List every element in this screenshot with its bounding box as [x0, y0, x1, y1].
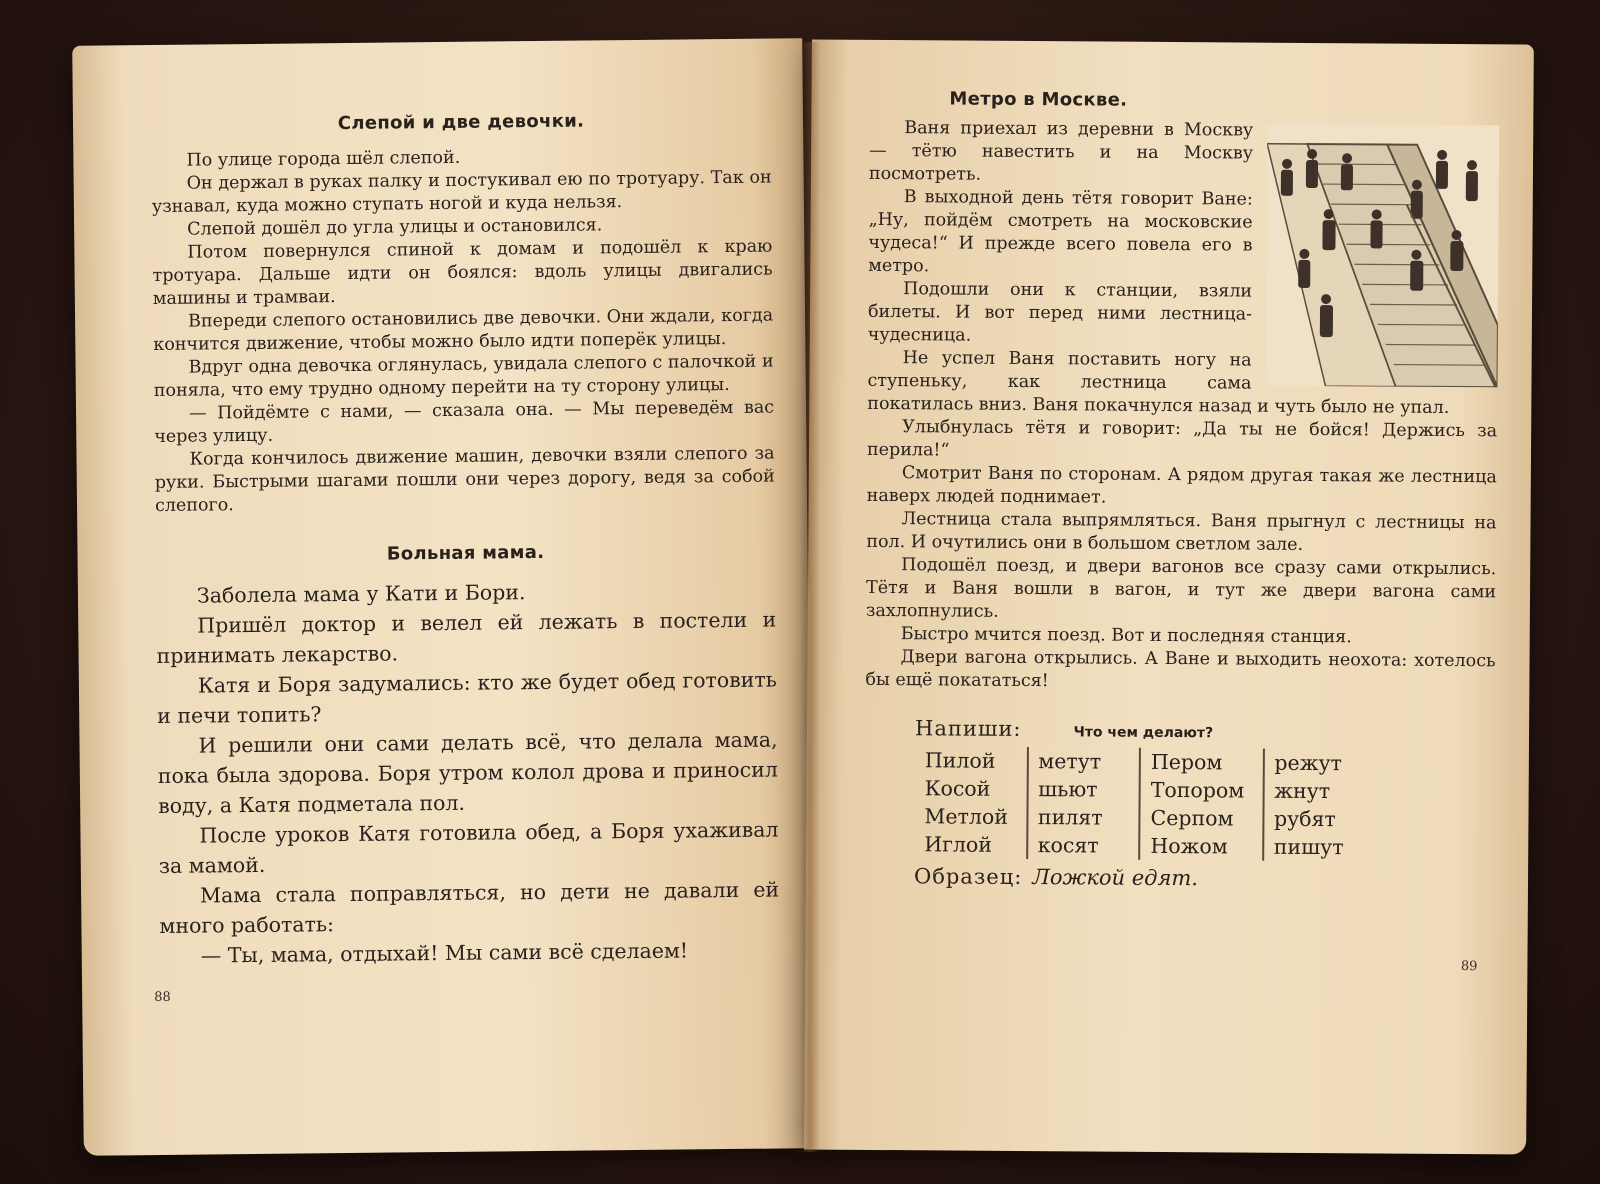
paragraph: Слепой дошёл до угла улицы и остановился.	[187, 215, 603, 240]
open-book	[78, 42, 1530, 1152]
word: Топором	[1150, 777, 1245, 803]
word: Иглой	[924, 832, 993, 857]
page-number-right: 89	[1460, 959, 1478, 975]
paragraph: И решили они сами делать всё, что делала мама, пока была здорова. Боря утром колол дрова и приносил воду, а Катя подметала пол.	[157, 727, 778, 818]
paragraph: Когда кончилось движение машин, девочки взяли слепого за руки. Быстрыми шагами пошли они через дорогу, ведя за собой слепого.	[154, 443, 775, 517]
paragraph: — Ты, мама, отдыхай! Мы сами всё сделаем!	[200, 938, 689, 968]
tools-column-2	[1138, 748, 1262, 861]
paragraph: По улице города шёл слепой.	[186, 147, 461, 171]
paragraph: Он держал в руках палку и постукивал ею по тротуару. Так он узнавал, куда можно ступать ногой и куда нельзя.	[151, 167, 772, 218]
word: Косой	[924, 776, 991, 801]
paragraph: Подошли они к станции, взяли билеты. И вот перед ними лестница-чудесница.	[867, 279, 1253, 346]
word: метут	[1038, 749, 1102, 774]
story-title-sick-mother: Больная мама.	[386, 541, 545, 565]
word: пилят	[1037, 805, 1103, 830]
paragraph: Ваня приехал из деревни в Москву — тётю навестить и на Москву посмотреть.	[868, 118, 1254, 185]
exercise-sample	[914, 864, 1494, 892]
actions-column-1	[1026, 747, 1121, 860]
paragraph: Заболела мама у Кати и Бори.	[196, 580, 526, 608]
left-page	[72, 38, 814, 1156]
paragraph: Вдруг одна девочка оглянулась, увидала слепого с палочкой и поняла, что ему трудно одному перейти на ту сторону улицы.	[153, 351, 774, 402]
paragraph: Лестница стала выпрямляться. Ваня прыгнул с лестницы на пол. И очутились они в большом светлом зале.	[866, 509, 1497, 555]
paragraph: Пришёл доктор и велел ей лежать в постели и принимать лекарство.	[156, 607, 777, 669]
paragraph: В выходной день тётя говорит Ване: „Ну, пойдём смотреть на московские чудеса!“ И прежде всего повела его в метро.	[868, 187, 1253, 277]
paragraph: Катя и Боря задумались: кто же будет обед готовить и печи топить?	[157, 667, 778, 728]
word: шьют	[1038, 777, 1098, 802]
word: Серпом	[1150, 805, 1234, 831]
word: Метлой	[924, 804, 1009, 829]
exercise-instruction: Напиши:	[914, 716, 1022, 741]
paragraph: Не успел Ваня поставить ногу на ступеньку, как лестница сама покатилась вниз. Ваня покачнулся назад и чуть было не упал.	[867, 348, 1450, 418]
left-page-content	[151, 109, 780, 971]
exercise-block	[864, 716, 1495, 892]
book-spine	[800, 42, 820, 1152]
paragraph: Потом повернулся спиной к домам и подошёл к краю тротуара. Дальше идти он боялся: вдоль улицы двигались машины и трамваи.	[152, 236, 773, 310]
exercise-question: Что чем делают?	[1073, 724, 1214, 742]
word: рубят	[1273, 806, 1336, 832]
word: Ножом	[1150, 833, 1228, 859]
sample-answer: Ложкой едят.	[1032, 865, 1199, 891]
right-page	[804, 39, 1534, 1154]
sample-label: Образец:	[913, 864, 1023, 889]
paragraph: После уроков Катя готовила обед, а Боря ухаживал за мамой.	[158, 817, 779, 878]
paragraph: Смотрит Ваня по сторонам. А рядом другая такая же лестница наверх людей поднимает.	[866, 463, 1497, 508]
paragraph: Улыбнулась тётя и говорит: „Да ты не бойся! Держись за перила!“	[866, 417, 1498, 461]
paragraph: Двери вагона открылись. А Ване и выходить неохота: хотелось бы ещё покататься!	[865, 647, 1496, 692]
tools-column-1	[914, 746, 1026, 859]
paragraph: Впереди слепого остановились две девочки. Они ждали, когда кончится движение, чтобы можно было идти поперёк улицы.	[153, 305, 774, 356]
word: Пером	[1150, 749, 1223, 775]
paragraph: Быстро мчится поезд. Вот и последняя станция.	[900, 624, 1352, 648]
exercise-word-table	[914, 746, 1495, 862]
story-title-metro: Метро в Москве.	[949, 88, 1128, 111]
page-number-left: 88	[154, 989, 171, 1006]
word: режут	[1274, 750, 1343, 776]
word: Пилой	[924, 748, 996, 773]
story-title-blind-man: Слепой и две девочки.	[337, 110, 585, 135]
story-text-blind-man	[151, 144, 775, 518]
word: пишут	[1273, 834, 1344, 860]
paragraph: Мама стала поправляться, но дети не давали ей много работать:	[159, 877, 780, 938]
escalator-illustration	[1265, 124, 1499, 388]
paragraph: Подошёл поезд, и двери вагонов все сразу сами открылись. Тётя и Ваня вошли в вагон, и тут же двери вагона сами захлопнулись.	[865, 555, 1497, 622]
paragraph: — Пойдёмте с нами, — сказала она. — Мы переведём вас через улицу.	[154, 397, 775, 448]
word: жнут	[1274, 778, 1331, 804]
story-text-sick-mother	[156, 575, 780, 971]
right-page-content	[864, 88, 1500, 892]
actions-column-2	[1262, 749, 1363, 862]
word: косят	[1037, 833, 1099, 858]
